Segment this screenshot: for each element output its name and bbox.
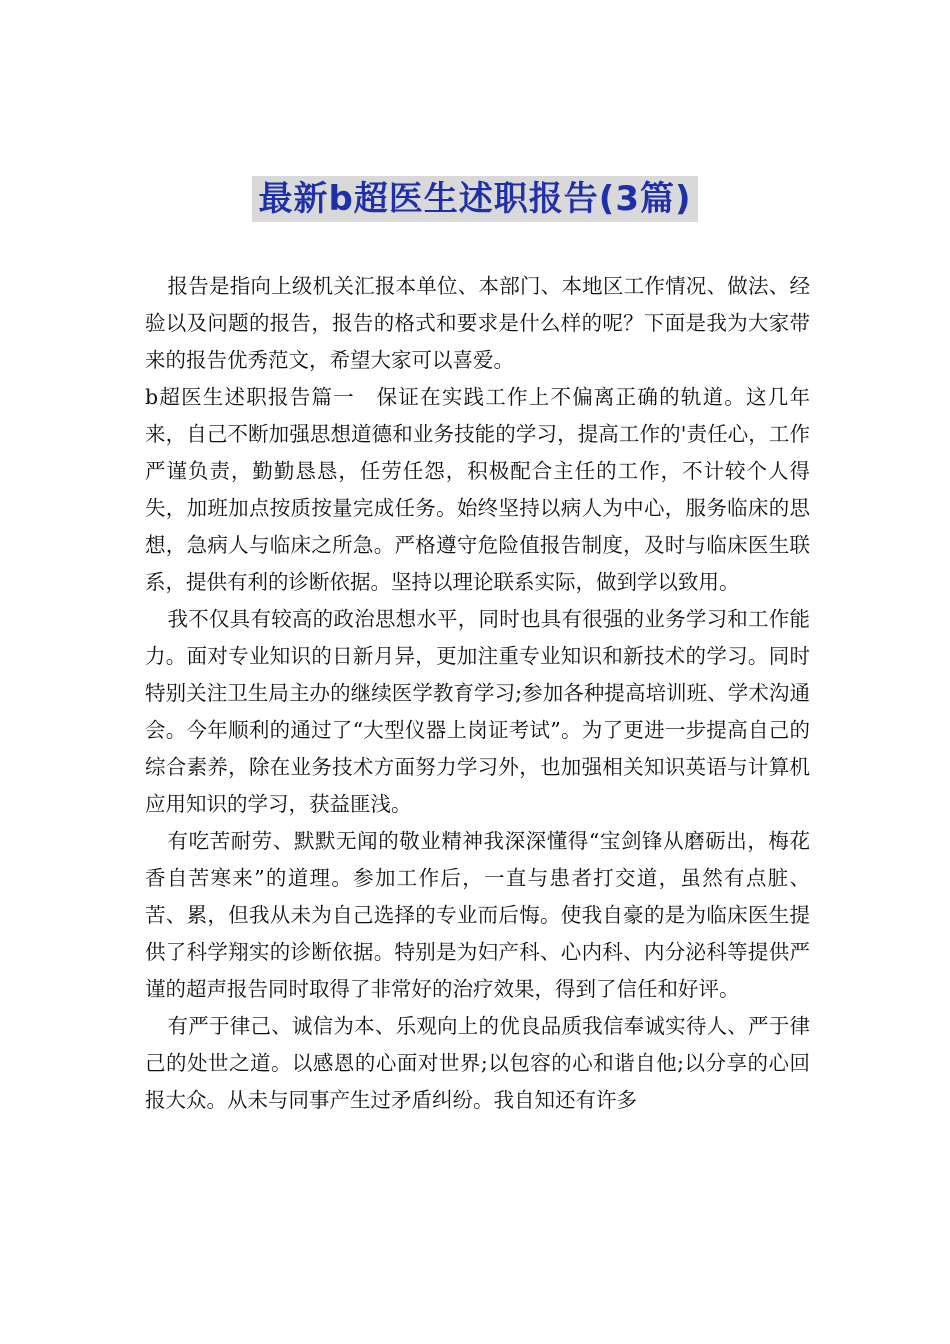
document-title: 最新b超医生述职报告(3篇) [252, 176, 697, 222]
paragraph-intro: 报告是指向上级机关汇报本单位、本部门、本地区工作情况、做法、经验以及问题的报告，报告的格式和要求是什么样的呢？下面是我为大家带来的报告优秀范文，希望大家可以喜爱。 [145, 274, 810, 372]
paragraph-character: 有严于律己、诚信为本、乐观向上的优良品质我信奉诚实待人、严于律己的处世之道。以感恩的心面对世界;以包容的心和谐自他;以分享的心回报大众。从未与同事产生过矛盾纠纷。我自知还有许多 [145, 1014, 810, 1112]
paragraph-section-one: b超医生述职报告篇一 保证在实践工作上不偏离正确的轨道。这几年来，自己不断加强思想道德和业务技能的学习，提高工作的'责任心，工作严谨负责，勤勤恳恳，任劳任怨，积极配合主任的工作，不计较个人得失，加班加点按质按量完成任务。始终坚持以病人为中心，服务临床的思想，急病人与临床之所急。严格遵守危险值报告制度，及时与临床医生联系，提供有利的诊断依据。坚持以理论联系实际，做到学以致用。 [145, 385, 810, 594]
title-container [0, 176, 950, 222]
paragraph-dedication: 有吃苦耐劳、默默无闻的敬业精神我深深懂得“宝剑锋从磨砺出，梅花香自苦寒来”的道理。参加工作后，一直与患者打交道，虽然有点脏、苦、累，但我从未为自己选择的专业而后悔。使我自豪的是为临床医生提供了科学翔实的诊断依据。特别是为妇产科、心内科、内分泌科等提供严谨的超声报告同时取得了非常好的治疗效果，得到了信任和好评。 [145, 829, 810, 1001]
paragraph-study: 我不仅具有较高的政治思想水平，同时也具有很强的业务学习和工作能力。面对专业知识的日新月异，更加注重专业知识和新技术的学习。同时特别关注卫生局主办的继续医学教育学习;参加各种提高培训班、学术沟通会。今年顺利的通过了“大型仪器上岗证考试”。为了更进一步提高自己的综合素养，除在业务技术方面努力学习外，也加强相关知识英语与计算机应用知识的学习，获益匪浅。 [145, 607, 810, 816]
document-body [145, 268, 810, 1119]
